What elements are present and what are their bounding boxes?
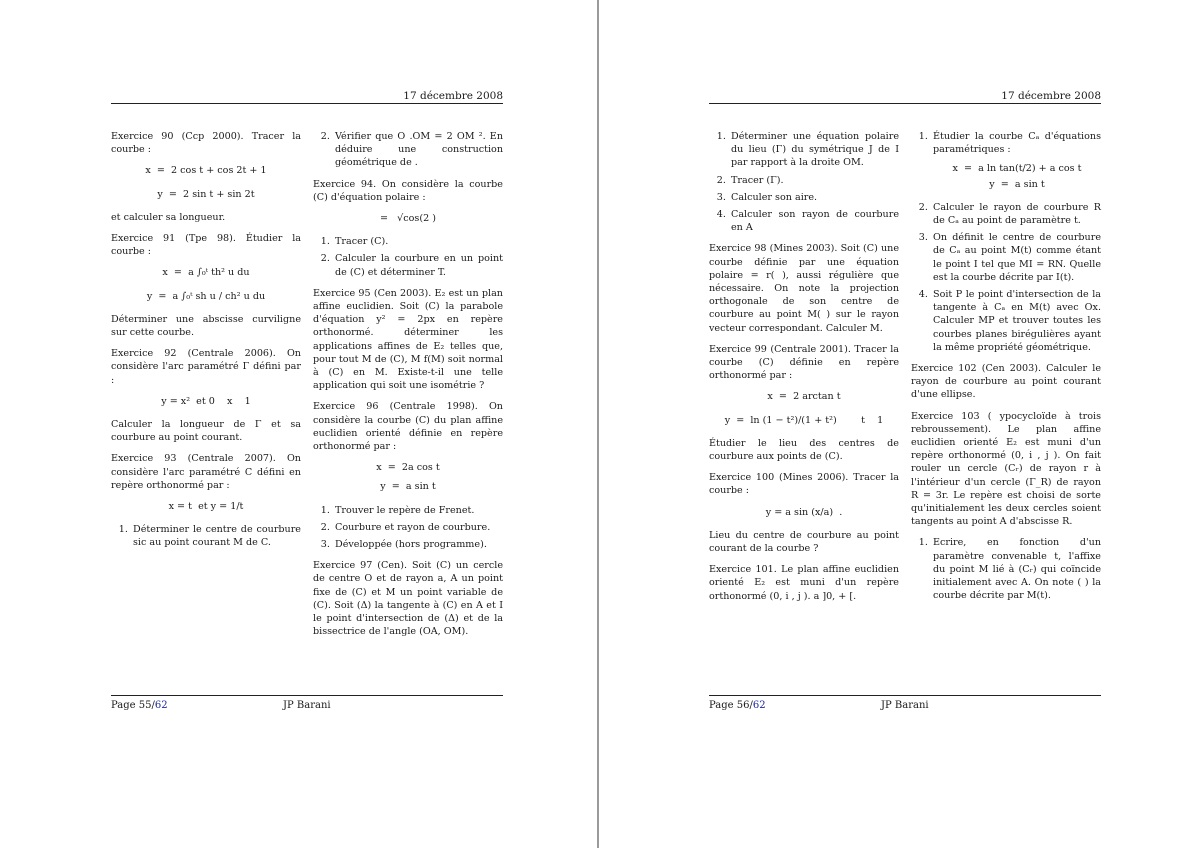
left-column-1 (111, 130, 301, 558)
numbered-list (313, 130, 503, 170)
paragraph: Étudier le lieu des centres de courbure aux points de (C). (709, 437, 899, 463)
right-column-1 (709, 130, 899, 611)
exercise-96: Exercice 96 (Centrale 1998). On considère la courbe (C) du plan affine euclidien orienté définie en repère orthonormé par : (313, 401, 503, 453)
footer-rule (111, 695, 503, 696)
list-item: 1. Déterminer une équation polaire du lieu (Γ) du symétrique J de I par rapport à la droite OM. (729, 130, 899, 170)
equation: y = a sin t (989, 178, 1045, 190)
exercise-102: Exercice 102 (Cen 2003). Calculer le rayon de courbure au point courant d'une ellipse. (911, 363, 1101, 401)
equation: x = t et y = 1/t (168, 501, 244, 513)
list-item: 2. Vérifier que O .OM = 2 OM ². En déduire une construction géométrique de . (333, 130, 503, 170)
equation: y = a sin (x/a) . (765, 506, 843, 518)
equation: y = ln (1 − t²)/(1 + t²) t 1 (724, 414, 884, 426)
page-number-prefix: Page 56/ (709, 700, 753, 711)
numbered-list (313, 235, 503, 279)
equation: x = 2 cos t + cos 2t + 1 (145, 165, 267, 177)
list-item-text: Étudier la courbe Cₐ d'équations paramétriques : (933, 131, 1101, 156)
numbered-list (111, 523, 301, 549)
equation: x = 2 arctan t (767, 391, 841, 403)
exercise-97: Exercice 97 (Cen). Soit (C) un cercle de centre O et de rayon a, A un point fixe de (C) et M un point variable de (C). Soit (Δ) la tangente à (C) en A et I le point d'intersection de (Δ) et de la bissectrice de l'angle (OA, OM). (313, 560, 503, 638)
paragraph: et calculer sa longueur. (111, 211, 226, 223)
list-item (931, 130, 1101, 191)
footer-rule (709, 695, 1101, 696)
list-item: 1. Tracer (C). (333, 235, 503, 248)
exercise-95: Exercice 95 (Cen 2003). E₂ est un plan affine euclidien. Soit (C) la parabole d'équation y² = 2px en repère orthonormé. déterminer les applications affines de E₂ telles que, pour tout M de (C), M f(M) soit normal à (C) en M. Existe-t-il une telle application qui soit une isométrie ? (313, 287, 503, 392)
footer-author: JP Barani (881, 700, 929, 711)
paragraph: Calculer la longueur de Γ et sa courbure au point courant. (111, 419, 301, 444)
page-divider (597, 0, 599, 848)
exercise-94: Exercice 94. On considère la courbe (C) d'équation polaire : (313, 178, 503, 203)
list-item: 2. Courbure et rayon de courbure. (333, 521, 503, 534)
numbered-list (911, 130, 1101, 354)
list-item: 3. Développée (hors programme). (333, 538, 503, 551)
list-item: 2. Calculer la courbure en un point de (C) et déterminer T. (333, 252, 503, 278)
exercise-90: Exercice 90 (Ccp 2000). Tracer la courbe : (111, 131, 301, 156)
paragraph: Lieu du centre de courbure au point courant de la courbe ? (709, 529, 899, 555)
equation: y = x² et 0 x 1 (161, 395, 251, 407)
equation: x = a ln tan(t/2) + a cos t (952, 163, 1082, 175)
page-number (111, 700, 168, 711)
list-item: 4. Calculer son rayon de courbure en A (729, 208, 899, 234)
paragraph: Déterminer une abscisse curviligne sur cette courbe. (111, 313, 301, 339)
numbered-list (709, 130, 899, 234)
footer-author: JP Barani (283, 700, 331, 711)
right-column-2 (911, 130, 1101, 611)
page-total-link[interactable]: 62 (752, 700, 766, 711)
equation: y = a sin t (380, 481, 436, 493)
equation: x = a ∫₀ᵗ th² u du (162, 267, 250, 279)
exercise-101: Exercice 101. Le plan affine euclidien orienté E₂ est muni d'un repère orthonormé (0, i , j ). a ]0, + [. (709, 564, 899, 602)
page-56 (709, 0, 1101, 848)
list-item: 4. Soit P le point d'intersection de la tangente à Cₐ en M(t) avec Ox. Calculer MP et trouver toutes les courbes planes birégulières ayant la même propriété géométrique. (931, 288, 1101, 354)
page-number (709, 700, 766, 711)
exercise-93: Exercice 93 (Centrale 2007). On considère l'arc paramétré C défini en repère orthonormé par : (111, 453, 301, 491)
list-item: 2. Tracer (Γ). (729, 174, 899, 187)
list-item: 2. Calculer le rayon de courbure R de Cₐ au point de paramètre t. (931, 201, 1101, 227)
page-header-date: 17 décembre 2008 (403, 90, 503, 102)
list-item: 1. Trouver le repère de Frenet. (333, 504, 503, 517)
exercise-91: Exercice 91 (Tpe 98). Étudier la courbe : (111, 233, 301, 258)
header-rule (111, 103, 503, 104)
equation: y = 2 sin t + sin 2t (157, 188, 255, 200)
page-55 (111, 0, 503, 848)
list-item: 1. Ecrire, en fonction d'un paramètre convenable t, l'affixe du point M lié à (Cᵣ) qui coïncide initialement avec A. On note ( ) la courbe décrite par M(t). (931, 536, 1101, 602)
exercise-100: Exercice 100 (Mines 2006). Tracer la courbe : (709, 472, 899, 497)
page-header-date: 17 décembre 2008 (1001, 90, 1101, 102)
list-item: 3. Calculer son aire. (729, 191, 899, 204)
exercise-92: Exercice 92 (Centrale 2006). On considère l'arc paramétré Γ défini par : (111, 348, 301, 386)
numbered-list (911, 536, 1101, 602)
equation: = √cos(2 ) (379, 213, 436, 225)
left-column-2 (313, 130, 503, 647)
exercise-99: Exercice 99 (Centrale 2001). Tracer la courbe (C) définie en repère orthonormé par : (709, 343, 899, 382)
page-number-prefix: Page 55/ (111, 700, 155, 711)
equation: x = 2a cos t (376, 462, 440, 474)
equation: y = a ∫₀ᵗ sh u / ch² u du (146, 290, 266, 302)
exercise-98: Exercice 98 (Mines 2003). Soit (C) une courbe définie par une équation polaire = r( ), aussi régulière que nécessaire. On note la projection orthogonale de son centre de courbure au point M( ) sur le rayon vecteur correspondant. Calculer M. (709, 243, 899, 334)
list-item: 1. Déterminer le centre de courbure sic au point courant M de C. (131, 523, 301, 549)
page-total-link[interactable]: 62 (154, 700, 168, 711)
exercise-103: Exercice 103 ( ypocycloïde à trois rebroussement). Le plan affine euclidien orienté E₂ est muni d'un repère orthonormé (0, i , j ). On fait rouler un cercle (Cᵣ) de rayon r à l'intérieur d'un cercle (Γ_R) de rayon R = 3r. Le repère est choisi de sorte qu'initialement les deux cercles soient tangents au point A d'abscisse R. (911, 410, 1101, 528)
header-rule (709, 103, 1101, 104)
list-item: 3. On définit le centre de courbure de Cₐ au point M(t) comme étant le point I tel que MI = RN. Quelle est la courbe décrite par I(t). (931, 231, 1101, 284)
numbered-list (313, 504, 503, 552)
